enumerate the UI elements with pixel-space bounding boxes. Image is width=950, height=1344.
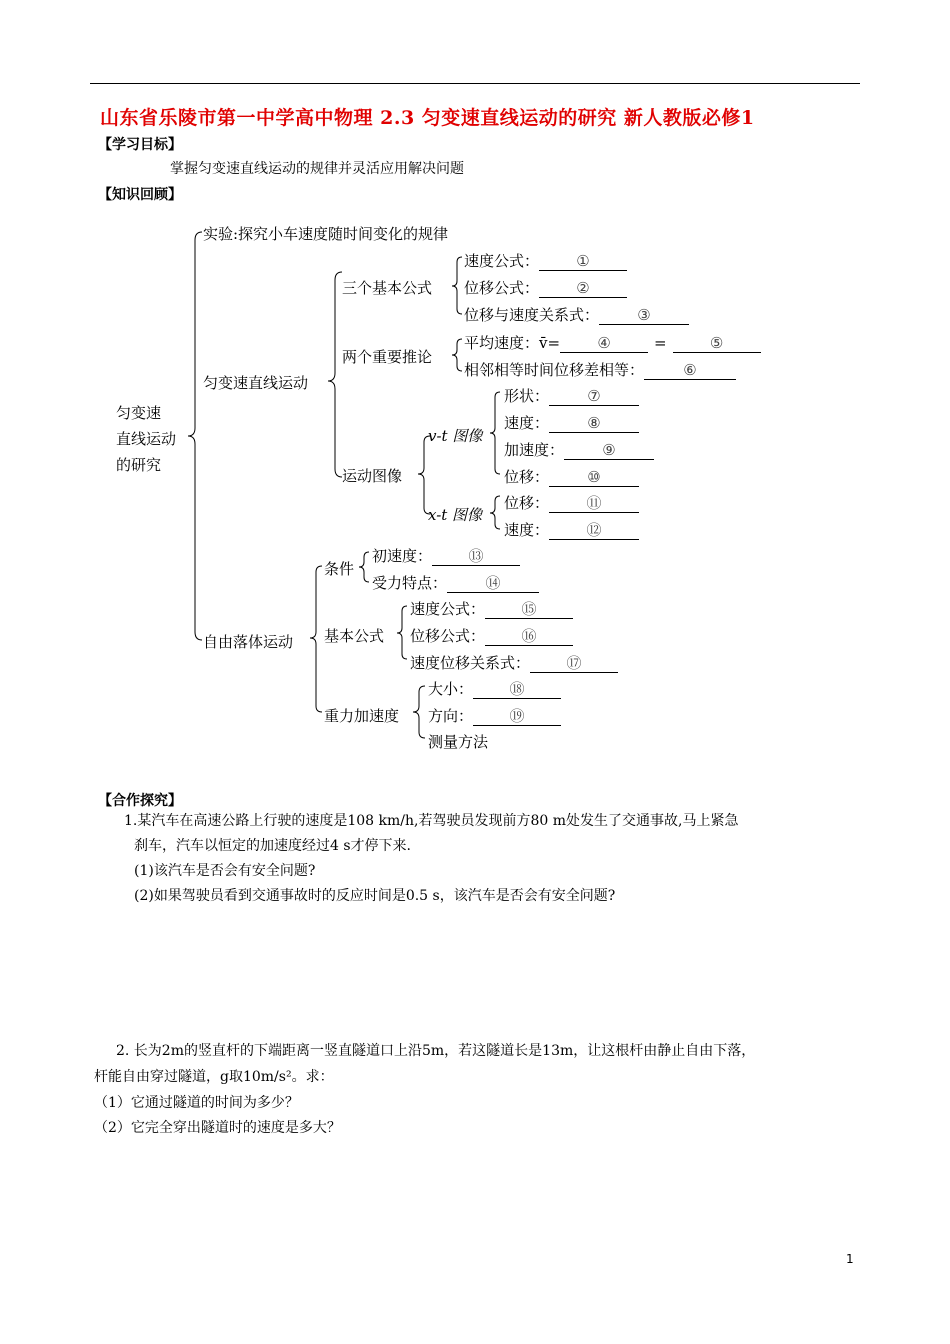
map-vt-velocity-label: 速度： xyxy=(504,414,550,432)
blank-2[interactable]: ② xyxy=(539,279,627,298)
map-motion-graphs: 运动图像 xyxy=(342,467,403,485)
blank-15[interactable]: ⑮ xyxy=(485,600,573,619)
goal-text: 掌握匀变速直线运动的规律并灵活应用解决问题 xyxy=(170,161,464,177)
map-gravity-direction xyxy=(428,705,561,726)
map-vel-disp-formula-label: 位移与速度关系式： xyxy=(464,306,600,324)
blank-1[interactable]: ① xyxy=(539,252,627,271)
map-xt-displacement-label: 位移： xyxy=(504,494,550,512)
map-velocity-formula-label: 速度公式： xyxy=(464,252,540,270)
blank-14[interactable]: ⑭ xyxy=(447,574,539,593)
blank-9[interactable]: ⑨ xyxy=(564,441,654,460)
map-vt-graph: v-t 图像 xyxy=(428,427,483,445)
q1-line1: 1.某汽车在高速公路上行驶的速度是108 km/h,若驾驶员发现前方80 m处发生了交通事故,马上紧急 xyxy=(124,813,739,829)
map-xt-graph: x-t 图像 xyxy=(428,506,483,524)
blank-13[interactable]: ⑬ xyxy=(432,547,520,566)
map-ff-velocity-label: 速度公式： xyxy=(410,600,486,618)
map-velocity-formula xyxy=(464,250,627,271)
map-conditions: 条件 xyxy=(324,560,355,578)
map-vt-displacement xyxy=(504,466,639,487)
map-free-fall: 自由落体运动 xyxy=(203,633,294,651)
map-initial-velocity-label: 初速度： xyxy=(372,547,433,565)
map-two-inferences: 两个重要推论 xyxy=(342,348,433,366)
map-experiment: 实验:探究小车速度随时间变化的规律 xyxy=(203,225,449,243)
map-root-line2: 直线运动 xyxy=(116,430,177,448)
map-vt-displacement-label: 位移： xyxy=(504,468,550,486)
map-adjacent-diff xyxy=(464,359,736,380)
map-vt-shape xyxy=(504,385,639,406)
map-vt-shape-label: 形状： xyxy=(504,387,550,405)
q2-line1: 2. 长为2m的竖直杆的下端距离一竖直隧道口上沿5m，若这隧道长是13m，让这根杆由静止自由下落， xyxy=(116,1043,756,1059)
map-vel-disp-formula xyxy=(464,304,689,325)
map-three-formulas: 三个基本公式 xyxy=(342,279,433,297)
coop-heading: 【合作探究】 xyxy=(98,793,182,809)
map-xt-velocity-label: 速度： xyxy=(504,521,550,539)
map-gravity-magnitude xyxy=(428,678,561,699)
map-xt-velocity xyxy=(504,519,639,540)
map-adjacent-diff-label: 相邻相等时间位移差相等： xyxy=(464,361,645,379)
blank-16[interactable]: ⑯ xyxy=(485,627,573,646)
map-ff-displacement-label: 位移公式： xyxy=(410,627,486,645)
q1-line2: 刹车，汽车以恒定的加速度经过4 s才停下来. xyxy=(134,838,411,854)
blank-11[interactable]: ⑪ xyxy=(549,494,639,513)
map-force-feature-label: 受力特点： xyxy=(372,574,448,592)
equals-sign: = xyxy=(654,334,667,352)
blank-6[interactable]: ⑥ xyxy=(644,361,736,380)
q1-part2: (2)如果驾驶员看到交通事故时的反应时间是0.5 s，该汽车是否会有安全问题? xyxy=(134,888,616,904)
map-gravity-direction-label: 方向： xyxy=(428,707,474,725)
blank-5[interactable]: ⑤ xyxy=(673,334,761,353)
map-ff-velocity xyxy=(410,598,573,619)
map-average-velocity xyxy=(464,332,761,353)
review-heading: 【知识回顾】 xyxy=(98,187,182,203)
map-gravity-measure: 测量方法 xyxy=(428,733,489,751)
blank-4[interactable]: ④ xyxy=(560,334,648,353)
map-ff-vel-disp xyxy=(410,652,618,673)
page-title: 山东省乐陵市第一中学高中物理 2.3 匀变速直线运动的研究 新人教版必修1 xyxy=(100,107,755,129)
q2-part2: （2）它完全穿出隧道时的速度是多大？ xyxy=(94,1120,341,1136)
q1-part1: (1)该汽车是否会有安全问题? xyxy=(134,863,316,879)
map-initial-velocity xyxy=(372,545,520,566)
page-number: 1 xyxy=(846,1252,854,1266)
map-displacement-formula xyxy=(464,277,627,298)
q2-part1: （1）它通过隧道的时间为多少？ xyxy=(94,1095,299,1111)
blank-8[interactable]: ⑧ xyxy=(549,414,639,433)
map-vt-acceleration xyxy=(504,439,654,460)
map-displacement-formula-label: 位移公式： xyxy=(464,279,540,297)
blank-12[interactable]: ⑫ xyxy=(549,521,639,540)
blank-10[interactable]: ⑩ xyxy=(549,468,639,487)
map-root-line1: 匀变速 xyxy=(116,404,162,422)
map-ff-vel-disp-label: 速度位移关系式： xyxy=(410,654,531,672)
map-uniform-motion: 匀变速直线运动 xyxy=(203,374,309,392)
blank-3[interactable]: ③ xyxy=(599,306,689,325)
q2-line2: 杆能自由穿过隧道，g取10m/s²。求： xyxy=(94,1069,334,1085)
map-force-feature xyxy=(372,572,539,593)
map-ff-displacement xyxy=(410,625,573,646)
map-basic-formulas: 基本公式 xyxy=(324,627,385,645)
goal-heading: 【学习目标】 xyxy=(98,137,182,153)
map-root-line3: 的研究 xyxy=(116,456,162,474)
map-gravity-magnitude-label: 大小： xyxy=(428,680,474,698)
blank-17[interactable]: ⑰ xyxy=(530,654,618,673)
blank-18[interactable]: ⑱ xyxy=(473,680,561,699)
blank-7[interactable]: ⑦ xyxy=(549,387,639,406)
map-vt-acceleration-label: 加速度： xyxy=(504,441,565,459)
map-xt-displacement xyxy=(504,492,639,513)
map-vt-velocity xyxy=(504,412,639,433)
map-gravity-acc: 重力加速度 xyxy=(324,707,400,725)
blank-19[interactable]: ⑲ xyxy=(473,707,561,726)
map-average-velocity-label: 平均速度：v̄= xyxy=(464,334,561,352)
